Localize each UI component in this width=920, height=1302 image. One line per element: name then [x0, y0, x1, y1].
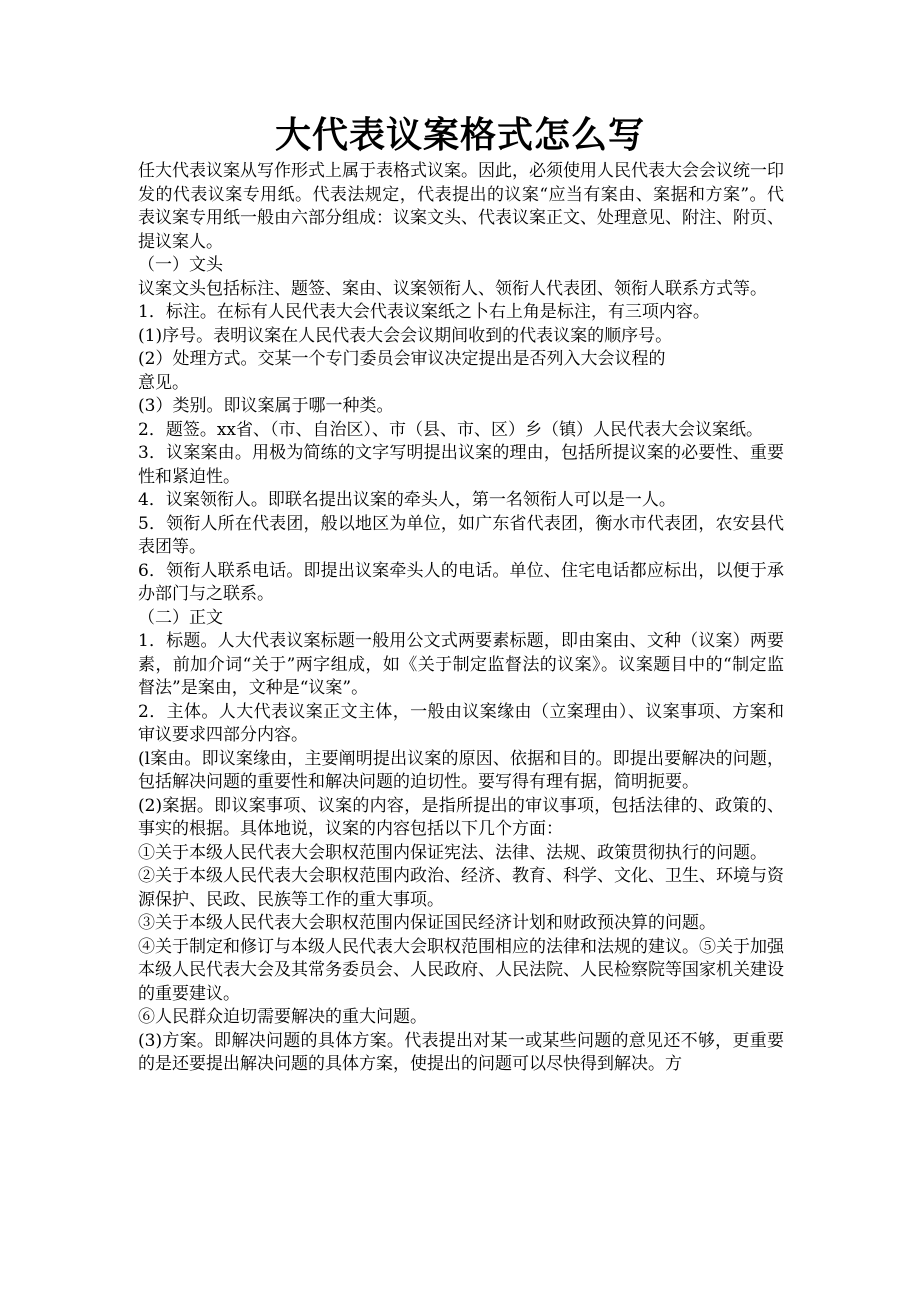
paragraph: (3）类别。即议案属于哪一种类。 [138, 396, 394, 416]
paragraph: 6．领衔人联系电话。即提出议案牵头人的电话。单位、住宅电话都应标出，以便于承办部门与之联系。 [138, 560, 784, 604]
paragraph: 2．主体。人大代表议案正文主体，一般由议案缘由（立案理由）、议案事项、方案和审议要求四部分内容。 [138, 701, 784, 745]
paragraph: 5．领衔人所在代表团，般以地区为单位，如广东省代表团，衡水市代表团，农安县代表团等。 [138, 513, 784, 557]
document-body [138, 160, 784, 1077]
paragraph: 议案文头包括标注、题签、案由、议案领衔人、领衔人代表团、领衔人联系方式等。 [138, 278, 767, 299]
paragraph: ①关于本级人民代表大会职权范围内保证宪法、法律、法规、政策贯彻执行的问题。 [138, 842, 767, 863]
paragraph: (l案由。即议案缘由，主要阐明提出议案的原因、依据和目的。即提出要解决的问题，包括解决问题的重要性和解决问题的迫切性。要写得有理有据，简明扼要。 [138, 748, 784, 792]
paragraph: 任大代表议案从写作形式上属于表格式议案。因此，必须使用人民代表大会会议统一印发的代表议案专用纸。代表法规定，代表提出的议案“应当有案由、案据和方案”。代表议案专用纸一般由六部分组成：议案文头、代表议案正文、处理意见、附注、附页、提议案人。 [138, 161, 784, 252]
paragraph: 意见。 [138, 372, 189, 393]
paragraph: 3．议案案由。用极为简练的文字写明提出议案的理由，包括所提议案的必要性、重要性和紧迫性。 [138, 443, 784, 487]
section-heading: （二）正文 [138, 607, 223, 628]
section-heading: （一）文头 [138, 255, 223, 275]
paragraph: (3)方案。即解决问题的具体方案。代表提出对某一或某些问题的意见还不够，更重要的是还要提出解决问题的具体方案，使提出的问题可以尽快得到解决。方 [138, 1030, 784, 1074]
paragraph: (2)案据。即议案事项、议案的内容，是指所提出的审议事项，包括法律的、政策的、事实的根据。具体地说，议案的内容包括以下几个方面： [138, 795, 784, 839]
document-title: 大代表议案格式怎么写 [274, 115, 645, 156]
paragraph: 1．标注。在标有人民代表大会代表议案纸之卜右上角是标注，有三项内容。 [138, 302, 710, 322]
paragraph: (2）处理方式。交某一个专门委员会审议决定提出是否列入大会议程的 [138, 349, 666, 369]
paragraph: 1．标题。人大代表议案标题一般用公文式两要素标题，即由案由、文种（议案）两要素，前加介词“关于”两字组成，如《关于制定监督法的议案》。议案题目中的“制定监督法”是案由，文种是“议案”。 [138, 631, 784, 698]
paragraph: 4．议案领衔人。即联名提出议案的牵头人，第一名领衔人可以是一人。 [138, 490, 676, 510]
paragraph: ④关于制定和修订与本级人民代表大会职权范围相应的法律和法规的建议。⑤关于加强本级人民代表大会及其常务委员会、人民政府、人民法院、人民检察院等国家机关建设的重要建议。 [138, 936, 784, 1004]
paragraph: ②关于本级人民代表大会职权范围内政治、经济、教育、科学、文化、卫生、环境与资源保护、民政、民族等工作的重大事项。 [138, 866, 784, 910]
paragraph: ⑥人民群众迫切需要解决的重大问题。 [138, 1007, 427, 1027]
paragraph: ③关于本级人民代表大会职权范围内保证国民经济计划和财政预决算的问题。 [138, 913, 716, 933]
paragraph: (1)序号。表明议案在人民代表大会会议期间收到的代表议案的顺序号。 [138, 325, 673, 346]
paragraph: 2．题签。xx省、（市、自治区）、市（县、市、区）乡（镇）人民代表大会议案纸。 [138, 419, 763, 440]
